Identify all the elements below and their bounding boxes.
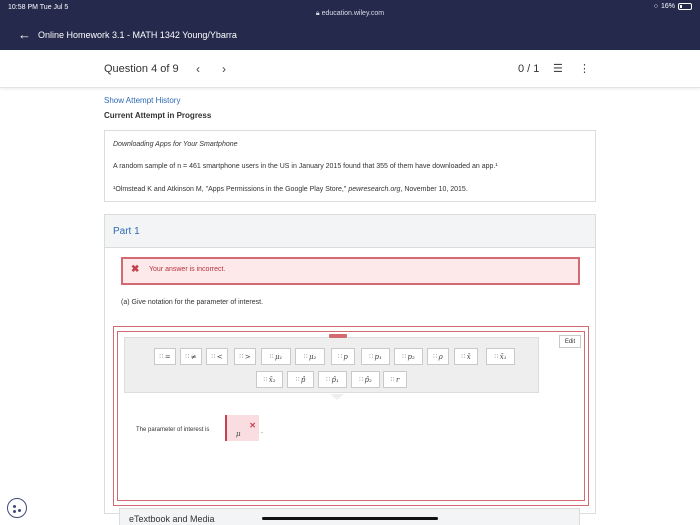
palette-token[interactable] <box>256 371 283 388</box>
question-counter: Question 4 of 9 <box>104 63 179 75</box>
token-symbol: μ₂ <box>308 352 317 361</box>
part-label: Part 1 <box>113 226 140 237</box>
token-symbol: p₁ <box>374 352 382 361</box>
drag-grip-icon: ∷ <box>338 353 342 360</box>
drag-grip-icon: ∷ <box>326 376 330 383</box>
drag-grip-icon: ∷ <box>185 353 189 360</box>
drag-grip-icon: ∷ <box>433 353 437 360</box>
token-symbol: = <box>164 352 171 361</box>
answer-label: The parameter of interest is <box>136 427 210 433</box>
token-symbol: μ₁ <box>274 352 283 361</box>
token-symbol: p̂ <box>300 375 306 384</box>
context-title: Downloading Apps for Your Smartphone <box>113 141 238 148</box>
drag-grip-icon: ∷ <box>494 353 498 360</box>
part-card <box>104 214 596 514</box>
palette-notch <box>330 394 344 400</box>
palette-token[interactable] <box>180 348 202 365</box>
chevron-right-icon[interactable]: › <box>222 62 226 76</box>
palette-token[interactable] <box>154 348 176 365</box>
answer-outer-frame <box>113 326 589 506</box>
palette-token[interactable] <box>486 348 515 365</box>
palette-token[interactable] <box>234 348 256 365</box>
drag-grip-icon: ∷ <box>269 353 273 360</box>
answer-period: . <box>261 428 263 435</box>
drag-grip-icon: ∷ <box>159 353 163 360</box>
token-symbol: < <box>216 352 223 361</box>
palette-token[interactable] <box>351 371 380 388</box>
palette-token[interactable] <box>394 348 423 365</box>
palette-token[interactable] <box>295 348 325 365</box>
token-symbol: x̄₂ <box>268 375 276 384</box>
home-indicator <box>262 517 438 520</box>
palette-token[interactable] <box>383 371 407 388</box>
token-symbol: > <box>244 352 251 361</box>
question-context <box>104 130 596 202</box>
drag-grip-icon: ∷ <box>211 353 215 360</box>
drag-grip-icon: ∷ <box>359 376 363 383</box>
etextbook-label: eTextbook and Media <box>129 514 215 524</box>
more-vertical-icon[interactable]: ⋮ <box>579 63 590 75</box>
palette-token[interactable] <box>287 371 314 388</box>
context-reference <box>113 186 468 193</box>
status-right <box>654 3 692 10</box>
drag-grip-icon: ∷ <box>295 376 299 383</box>
drag-grip-icon: ∷ <box>402 353 406 360</box>
reference-text: ¹Olmstead K and Atkinson M, "Apps Permissions in the Google Play Store," <box>113 186 349 193</box>
url-bar[interactable] <box>0 10 700 18</box>
palette-token[interactable] <box>427 348 449 365</box>
lock-icon: 🔒︎ <box>315 10 322 17</box>
token-symbol: p̂₂ <box>364 375 372 384</box>
reference-source: pewresearch.org <box>348 186 401 193</box>
palette-token[interactable] <box>206 348 228 365</box>
answer-drop-zone[interactable] <box>225 415 259 441</box>
palette-token[interactable] <box>261 348 291 365</box>
battery-icon <box>678 3 692 10</box>
drag-grip-icon: ∷ <box>303 353 307 360</box>
edit-button[interactable]: Edit <box>559 335 581 348</box>
drag-grip-icon: ∷ <box>390 376 394 383</box>
battery-percent: 16% <box>660 3 675 10</box>
status-time: 10:58 PM Tue Jul 5 <box>8 4 69 11</box>
current-attempt-label: Current Attempt in Progress <box>104 111 212 120</box>
page-title: Online Homework 3.1 - MATH 1342 Young/Ybarra <box>38 30 237 40</box>
token-symbol: ρ <box>438 352 443 361</box>
symbol-palette <box>124 337 539 393</box>
palette-token[interactable] <box>331 348 355 365</box>
list-icon[interactable]: ☰ <box>553 63 563 75</box>
palette-drag-handle[interactable] <box>329 334 347 338</box>
score-display: 0 / 1 <box>518 63 540 75</box>
token-symbol: x̄₁ <box>499 352 507 361</box>
chevron-left-icon[interactable]: ‹ <box>196 62 200 76</box>
arrow-left-icon[interactable]: ← <box>18 27 31 42</box>
context-body: A random sample of n = 461 smartphone users in the US in January 2015 found that 355 of them have downloaded an app.¹ <box>113 163 498 170</box>
show-attempt-history-link[interactable]: Show Attempt History <box>104 96 181 105</box>
error-banner <box>121 257 580 285</box>
palette-token[interactable] <box>361 348 390 365</box>
token-symbol: p̂₁ <box>331 375 339 384</box>
token-symbol: p <box>343 352 348 361</box>
part-header <box>105 215 595 248</box>
close-icon[interactable]: ✕ <box>249 421 256 430</box>
palette-token[interactable] <box>454 348 478 365</box>
error-message: Your answer is incorrect. <box>149 266 226 273</box>
token-symbol: x̄ <box>466 352 471 361</box>
drag-grip-icon: ∷ <box>263 376 267 383</box>
url-text: education.wiley.com <box>321 10 385 17</box>
answer-editor <box>117 331 585 501</box>
token-symbol: p₂ <box>407 352 415 361</box>
drag-grip-icon: ∷ <box>239 353 243 360</box>
token-symbol: r <box>395 375 400 384</box>
palette-token[interactable] <box>318 371 347 388</box>
drag-grip-icon: ∷ <box>369 353 373 360</box>
question-nav <box>0 50 700 88</box>
answer-value: μ <box>236 430 241 438</box>
status-bar <box>0 0 700 22</box>
cookie-icon[interactable] <box>7 498 27 518</box>
question-prompt: (a) Give notation for the parameter of interest. <box>121 299 264 306</box>
reference-date: , November 10, 2015. <box>400 186 468 193</box>
wifi-icon: ○ <box>653 3 658 10</box>
drag-grip-icon: ∷ <box>461 353 465 360</box>
app-header <box>0 22 700 50</box>
error-icon: ✖ <box>131 264 140 275</box>
token-symbol: ≠ <box>190 352 197 361</box>
